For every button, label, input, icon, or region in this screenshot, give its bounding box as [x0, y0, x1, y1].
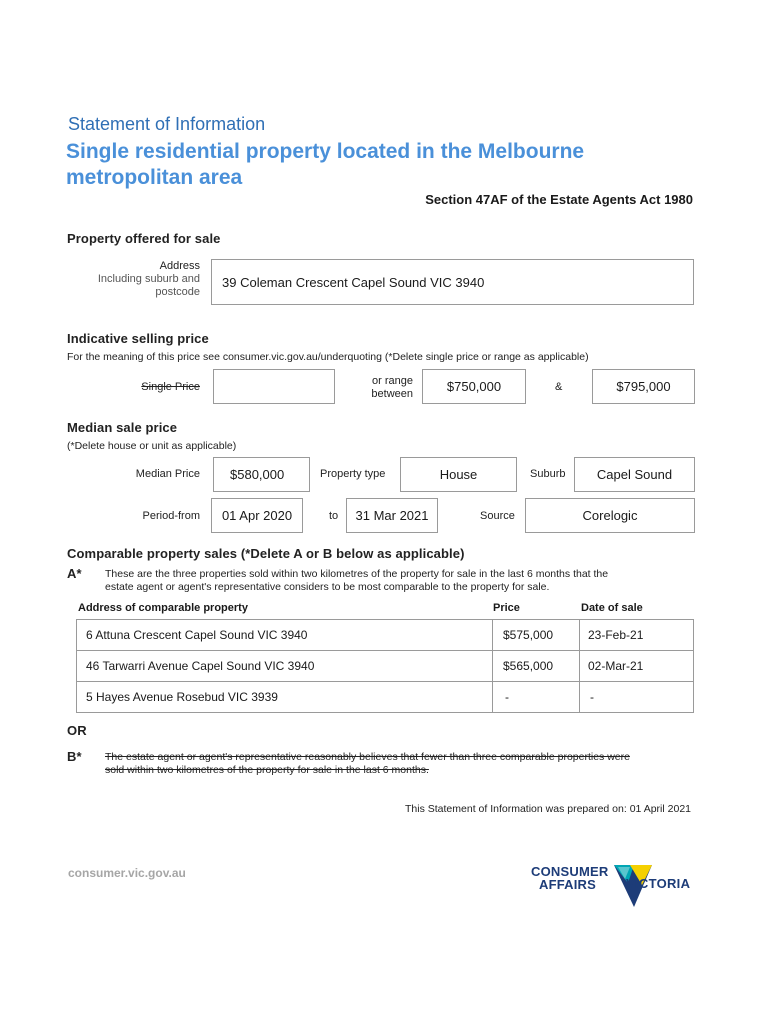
option-a-marker: A*: [67, 566, 82, 581]
prepared-date: This Statement of Information was prepared on: 01 April 2021: [405, 803, 691, 815]
range-label-2: between: [371, 388, 413, 400]
col-header-price: Price: [493, 602, 520, 614]
option-a-text-2: estate agent or agent's representative considers to be most comparable to the property for sale.: [105, 581, 550, 593]
consumer-affairs-logo: [530, 862, 700, 910]
median-price-field[interactable]: [213, 457, 310, 492]
footer-website: consumer.vic.gov.au: [68, 866, 186, 880]
address-label: Address: [159, 260, 200, 272]
address-value: 39 Coleman Crescent Capel Sound VIC 3940: [222, 274, 485, 290]
property-type-label: Property type: [320, 468, 386, 480]
median-heading: Median sale price: [67, 420, 178, 435]
median-price-label: Median Price: [135, 468, 200, 480]
option-b-marker: B*: [67, 749, 82, 764]
table-row: [76, 681, 694, 713]
doc-kicker: Statement of Information: [68, 114, 266, 134]
logo-text-affairs: AFFAIRS: [539, 877, 597, 892]
property-heading: Property offered for sale: [67, 231, 221, 246]
col-header-date: Date of sale: [581, 602, 643, 614]
range-low-field[interactable]: [422, 369, 526, 404]
address-field[interactable]: [211, 259, 694, 305]
indicative-note: For the meaning of this price see consumer.vic.gov.au/underquoting (*Delete single price or range as applicable): [67, 351, 589, 363]
period-to-value: 31 Mar 2021: [355, 508, 429, 523]
or-label: OR: [67, 723, 87, 738]
source-label: Source: [480, 510, 515, 522]
source-value: Corelogic: [582, 508, 638, 523]
suburb-value: Capel Sound: [596, 467, 673, 482]
single-price-field[interactable]: [213, 369, 335, 404]
option-a-text-1: These are the three properties sold within two kilometres of the property for sale in the last 6 months that the: [105, 568, 609, 580]
row-price: $565,000: [492, 651, 579, 681]
range-high-field[interactable]: [592, 369, 695, 404]
suburb-field[interactable]: [574, 457, 695, 492]
range-low-value: $750,000: [446, 379, 502, 394]
row-address: 6 Attuna Crescent Capel Sound VIC 3940: [86, 628, 308, 642]
period-from-value: 01 Apr 2020: [221, 508, 293, 523]
range-label-1: or range: [372, 375, 413, 387]
range-high-value: $795,000: [616, 379, 671, 394]
option-b-text-1: The estate agent or agent's representative reasonably believes that fewer than three comparable properties were: [105, 751, 630, 763]
period-to-field[interactable]: [346, 498, 438, 533]
doc-title-line2: metropolitan area: [66, 166, 243, 189]
median-price-value: $580,000: [230, 467, 285, 482]
indicative-heading: Indicative selling price: [67, 331, 209, 346]
row-address: 5 Hayes Avenue Rosebud VIC 3939: [86, 690, 278, 704]
row-price: $575,000: [492, 620, 579, 650]
comparable-heading: Comparable property sales (*Delete A or B below as applicable): [67, 546, 465, 561]
table-row: [76, 650, 694, 682]
range-ampersand: &: [555, 381, 563, 393]
row-address: 46 Tarwarri Avenue Capel Sound VIC 3940: [86, 659, 315, 673]
row-date: 02-Mar-21: [579, 651, 695, 681]
period-from-field[interactable]: [211, 498, 303, 533]
act-reference: Section 47AF of the Estate Agents Act 1980: [425, 192, 693, 207]
property-type-field[interactable]: [400, 457, 517, 492]
address-sublabel-1: Including suburb and: [97, 273, 200, 285]
period-to-label: to: [329, 510, 339, 522]
property-type-value: House: [439, 467, 478, 482]
row-price: -: [492, 682, 579, 712]
period-from-label: Period-from: [142, 510, 200, 522]
row-date: 23-Feb-21: [579, 620, 695, 650]
single-price-label: Single Price: [141, 381, 200, 393]
option-b-text-2: sold within two kilometres of the property for sale in the last 6 months.: [105, 764, 429, 776]
table-row: [76, 619, 694, 651]
doc-title-line1: Single residential property located in the Melbourne: [66, 140, 585, 163]
row-date: -: [579, 682, 695, 712]
address-sublabel-2: postcode: [155, 286, 200, 298]
median-note: (*Delete house or unit as applicable): [67, 440, 237, 452]
col-header-address: Address of comparable property: [78, 602, 248, 614]
logo-text-consumer: CONSUMER: [531, 864, 609, 879]
logo-text-victoria: VICTORIA: [626, 876, 691, 891]
suburb-label: Suburb: [530, 468, 566, 480]
source-field[interactable]: [525, 498, 695, 533]
